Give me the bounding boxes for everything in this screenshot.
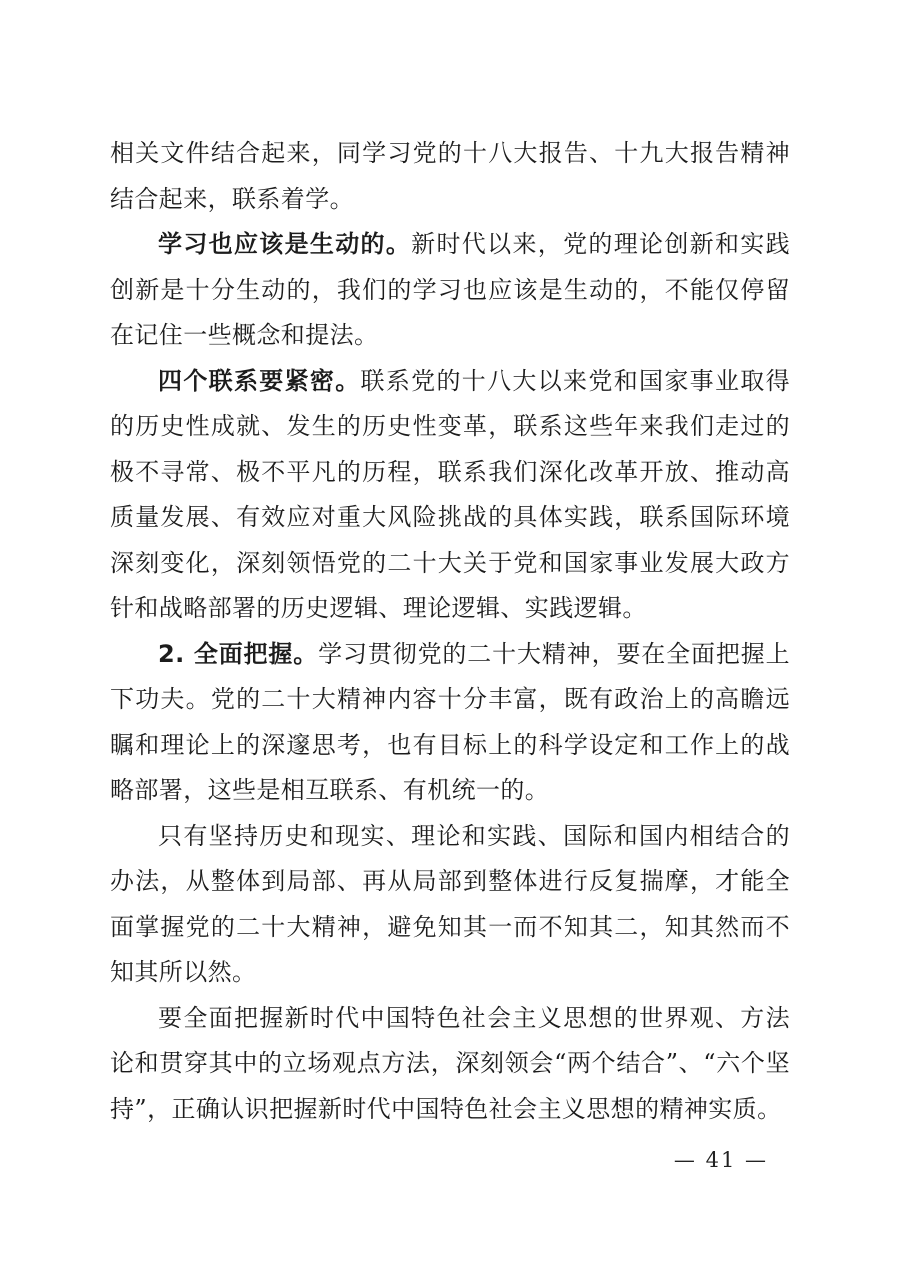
paragraph bbox=[110, 359, 790, 632]
paragraph-lead: 四个联系要紧密。 bbox=[158, 366, 361, 395]
paragraph-text: 只有坚持历史和现实、理论和实践、国际和国内相结合的办法，从整体到局部、再从局部到整体进行反复揣摩，才能全面掌握党的二十大精神，避免知其一而不知其二，知其然而不知其所以然。 bbox=[110, 821, 790, 986]
paragraph-text: 相关文件结合起来，同学习党的十八大报告、十九大报告精神结合起来，联系着学。 bbox=[110, 139, 790, 213]
paragraph bbox=[110, 222, 790, 359]
paragraph bbox=[110, 632, 790, 814]
paragraph-lead: 2. 全面把握。 bbox=[158, 639, 319, 668]
document-body bbox=[110, 131, 790, 1132]
paragraph-text: 要全面把握新时代中国特色社会主义思想的世界观、方法论和贯穿其中的立场观点方法，深刻领会“两个结合”、“六个坚持”，正确认识把握新时代中国特色社会主义思想的精神实质。 bbox=[110, 1003, 790, 1123]
paragraph-text: 新时代以来，党的理论创新和实践创新是十分生动的，我们的学习也应该是生动的，不能仅停留在记住一些概念和提法。 bbox=[110, 230, 791, 349]
paragraph bbox=[110, 814, 790, 996]
page-number: — 41 — bbox=[673, 1148, 768, 1172]
paragraph-text: 学习贯彻党的二十大精神，要在全面把握上下功夫。党的二十大精神内容十分丰富，既有政治上的高瞻远瞩和理论上的深邃思考，也有目标上的科学设定和工作上的战略部署，这些是相互联系、有机统一的。 bbox=[110, 639, 791, 804]
paragraph bbox=[110, 131, 790, 222]
paragraph-lead: 学习也应该是生动的。 bbox=[158, 230, 412, 258]
paragraph bbox=[110, 996, 790, 1133]
paragraph-text: 联系党的十八大以来党和国家事业取得的历史性成就、发生的历史性变革，联系这些年来我们走过的极不寻常、极不平凡的历程，联系我们深化改革开放、推动高质量发展、有效应对重大风险挑战的具体实践，联系国际环境深刻变化，深刻领悟党的二十大关于党和国家事业发展大政方针和战略部署的历史逻辑、理论逻辑、实践逻辑。 bbox=[110, 366, 790, 622]
